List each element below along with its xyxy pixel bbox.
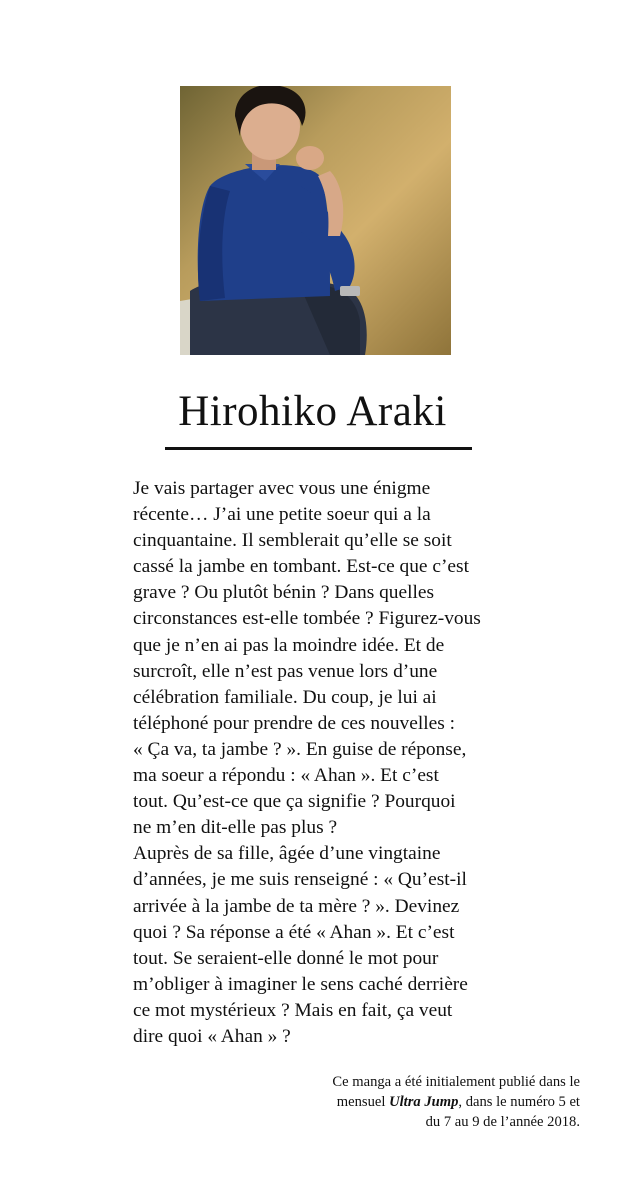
author-photo xyxy=(180,86,451,355)
note-line: du 7 au 9 de l’année 2018. xyxy=(425,1114,580,1130)
title-underline xyxy=(165,447,472,450)
note-text: mensuel xyxy=(336,1094,390,1110)
note-line xyxy=(180,1092,580,1112)
message-paragraph: Auprès de sa fille, âgée d’une vingtaine d’années, je me suis renseigné : « Qu’est-il arrivée à la jambe de ta mère ? ». Devinez quoi ? Sa réponse a été « Ahan ». Et c’est tout. Se seraient-elle donné le mot pour m’obliger à imaginer le sens caché derrière ce mot mystérieux ? Mais en fait, ça veut dire quoi « Ahan » ? xyxy=(133,843,468,1047)
note-text: , dans le numéro 5 et xyxy=(458,1094,580,1110)
author-name: Hirohiko Araki xyxy=(178,388,447,435)
magazine-title: Ultra Jump xyxy=(389,1094,459,1110)
publication-note xyxy=(180,1072,580,1132)
author-message xyxy=(133,476,533,1050)
note-line: Ce manga a été initialement publié dans le xyxy=(332,1074,580,1090)
message-paragraph: Je vais partager avec vous une énigme récente… J’ai une petite soeur qui a la cinquantaine. Il semblerait qu’elle se soit cassé la jambe en tombant. Est-ce que c’est grave ? Ou plutôt bénin ? Dans quelles circonstances est-elle tombée ? Figurez-vous que je n’en ai pas la moindre idée. Et de surcroît, elle n’est pas venue lors d’une célébration familiale. Du coup, je lui ai téléphoné pour prendre de ces nouvelles : « Ça va, ta jambe ? ». En guise de réponse, ma soeur a répondu : « Ahan ». Et c’est tout. Qu’est-ce que ça signifie ? Pourquoi ne m’en dit-elle pas plus ? xyxy=(133,478,481,839)
author-portrait-illustration xyxy=(180,86,451,355)
